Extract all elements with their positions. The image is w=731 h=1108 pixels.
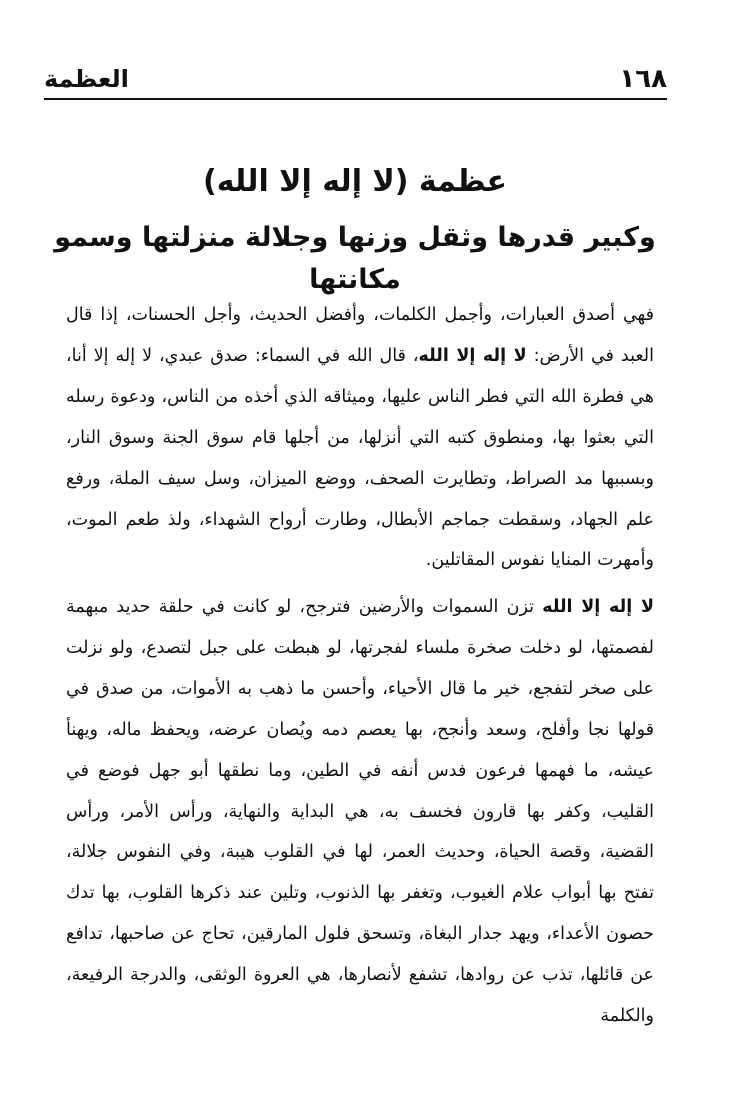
running-header — [44, 58, 667, 100]
paragraph-2 — [66, 587, 654, 1037]
paragraph-1-text-b: ، قال الله في السماء: صدق عبدي، لا إله إلا أنا، هي فطرة الله التي فطر الناس عليها، وميثاقه الذي أخذه من الناس، ودعوة رسله التي بعثوا بها، ومنطوق كتبه التي أنزلها، من أجلها قام سوق الجنة وسوق النار، وبسببها مد الصراط، وتطايرت الصحف، ووضع الميزان، وسل سيف الملة، ورفع علم الجهاد، وسقطت جماجم الأبطال، وطارت أرواح الشهداء، ولذ طعم الموت، وأمهرت المنايا نفوس المقاتلين. — [66, 345, 654, 571]
page-number: ١٦٨ — [619, 64, 667, 94]
paragraph-1 — [66, 295, 654, 581]
paragraph-1-text-a: فهي أصدق العبارات، وأجمل الكلمات، وأفضل الحديث، وأجل الحسنات، إذا قال العبد في الأرض: — [66, 305, 654, 366]
paragraph-1-emphasis: لا إله إلا الله — [418, 345, 527, 366]
chapter-subtitle: وكبير قدرها وثقل وزنها وجلالة منزلتها وسمو مكانتها — [54, 222, 656, 295]
paragraph-2-text: تزن السموات والأرضين فترجح، لو كانت في حلقة حديد مبهمة لفصمتها، لو دخلت صخرة ملساء لفجرتها، لو هبطت على جبل لتصدع، ولو نزلت على صخر لتفجع، خير ما قال الأحياء، وأحسن ما ذهب به الأموات، من صدق في قولها نجا وأفلح، وسعد وأنجح، بها يعصم دمه ويُصان عرضه، ويحفظ ماله، ويهنأ عيشه، ما فهمها فرعون فدس أنفه في الطين، وما نطقها أبو جهل فوضع في القليب، وكفر بها قارون فخسف به، هي البداية والنهاية، ورأس الأمر، ورأس القضية، وقصة الحياة، وحديث العمر، لها في القلوب هيبة، وفي النفوس جلالة، تفتح بها أبواب علام الغيوب، وتغفر بها الذنوب، وتلين عند ذكرها القلوب، بها تدك حصون الأعداء، ويهد جدار البغاة، وتسحق فلول المارقين، تحاج عن صاحبها، تدافع عن قائلها، تذب عن روادها، تشفع لأنصارها، هي العروة الوثقى، والدرجة الرفيعة، والكلمة — [66, 597, 654, 1027]
running-title: العظمة — [44, 65, 129, 93]
paragraph-2-emphasis: لا إله إلا الله — [542, 597, 654, 617]
chapter-title: عظمة (لا إله إلا الله) — [203, 164, 507, 199]
